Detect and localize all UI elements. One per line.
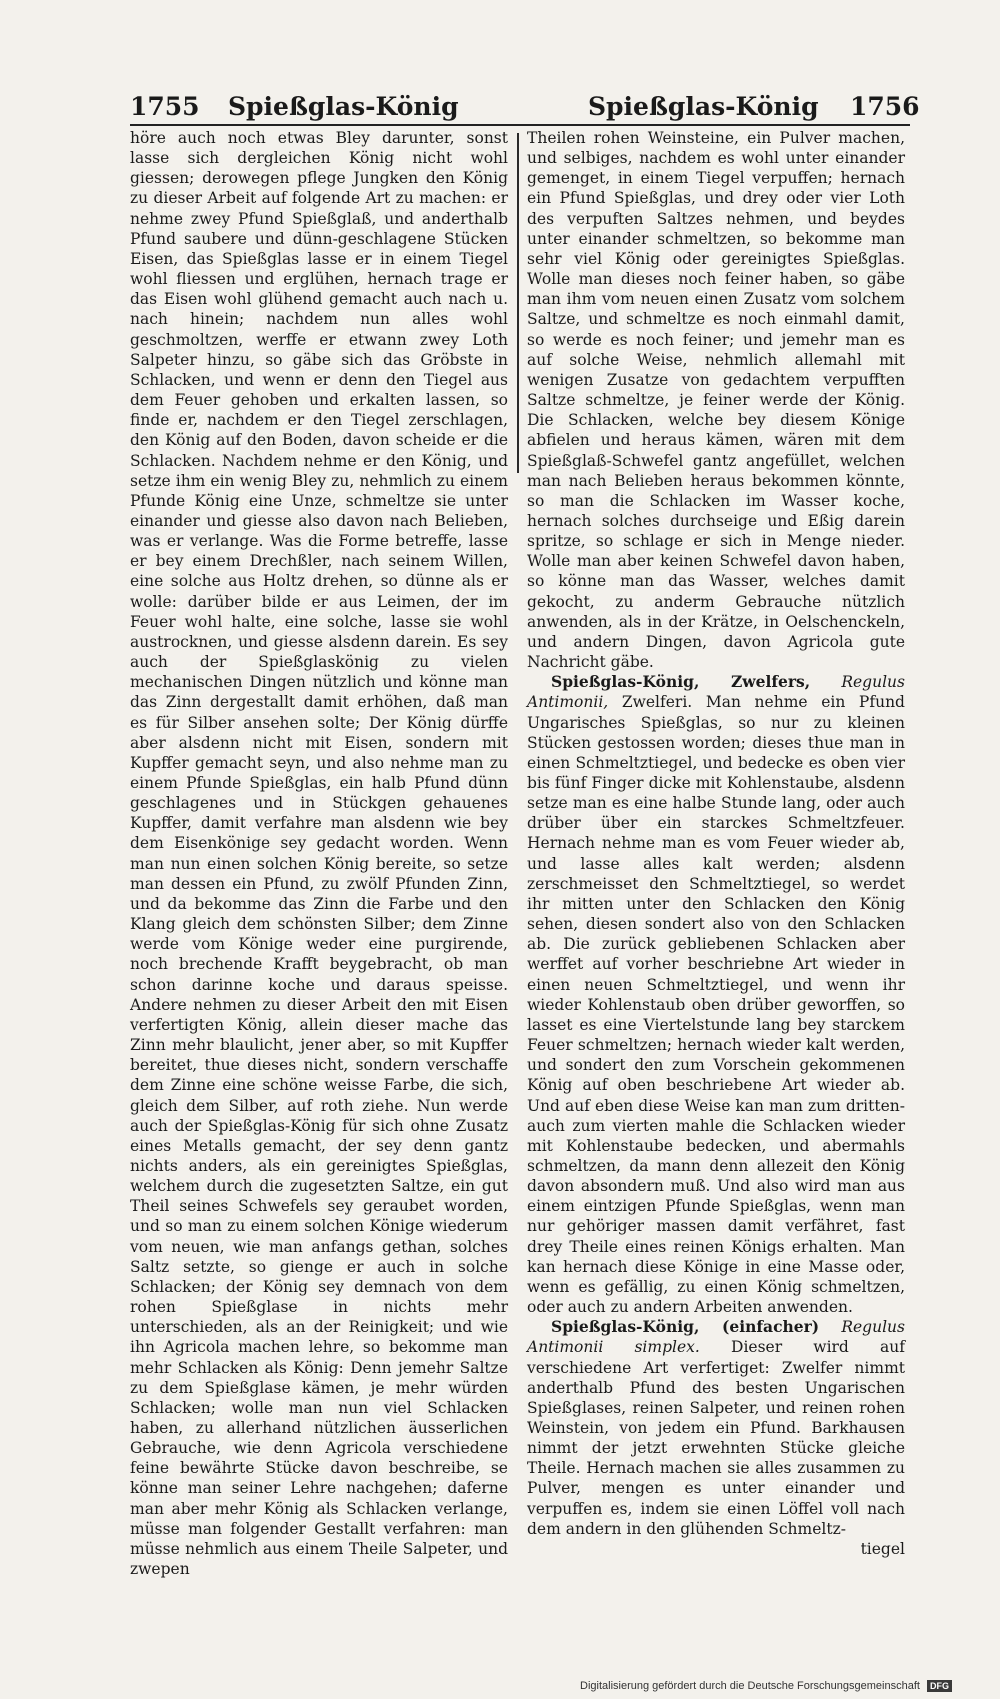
column-divider <box>517 133 519 473</box>
catchword: tiegel <box>860 1539 905 1558</box>
right-para-1: Theilen rohen Weinsteine, ein Pulver machen, und selbiges, nachdem es wohl unter einander gemenget, in einem Tiegel verpuffen; hernach ein Pfund Spießglas, und drey oder vier Loth des verpuften Saltzes nehmen, und beydes unter einander schmeltzen, so bekomme man sehr viel König oder gereinigtes Spießglas. Wolle man dieses noch feiner haben, so gäbe man ihm vom neuen einen Zusatz vom solchem Saltze, und schmeltze es noch einmahl damit, so werde es noch feiner; und jemehr man es auf solche Weise, nehmlich allemahl mit wenigen Zusatze von gedachtem verpufften Saltze schmeltze, je feiner werde der König. Die Schlacken, welche bey diesem Könige abfielen und heraus kämen, wären mit dem Spießglaß-Schwefel gantz angefüllet, welchen man nach Belieben heraus bekommen könnte, so man die Schlacken im Wasser koche, hernach solches durchseige und Eßig darein spritze, so schlage er sich in Menge nieder. Wolle man aber keinen Schwefel davon haben, so könne man das Wasser, welches damit gekocht, zu anderm Gebrauche nützlich anwenden, als in der Krätze, in Oelschenckeln, und andern Dingen, davon Agricola gute Nachricht gäbe. <box>527 129 905 672</box>
entry-zwelfers <box>527 672 905 1317</box>
entry-einfacher-latin: Regulus Antimonii simplex. <box>527 1318 905 1357</box>
entry-einfacher-text: Dieser wird auf verschiedene Art verfertiget: Zwelfer nimmt anderthalb Pfund des besten Ungarischen Spießglases, reinen Salpeter, und reinen rohen Weinstein, von jedem ein Pfund. Barkhausen nimmt der jetzt erwehnten Stücke gleiche Theile. Hernach machen sie alles zusammen zu Pulver, mengen es unter einander und verpuffen es, indem sie einen Löffel voll nach dem andern in den glühenden Schmeltz- <box>527 1338 906 1538</box>
dfg-logo: DFG <box>927 1680 952 1692</box>
footer-text: Digitalisierung gefördert durch die Deutsche Forschungsgemeinschaft <box>580 1680 920 1692</box>
left-running-title: Spießglas-König <box>228 92 459 121</box>
entry-einfacher <box>527 1317 905 1539</box>
entry-zwelfers-head: Spießglas-König, Zwelfers, <box>551 672 811 692</box>
left-column-text: höre auch noch etwas Bley darunter, sonst lasse sich dergleichen König nicht wohl giessen; derowegen pflege Jungken den König zu dieser Arbeit auf folgende Art zu machen: er nehme zwey Pfund Spießglaß, und anderthalb Pfund saubere und dünn-geschlagene Stücken Eisen, das Spießglas lasse er in einem Tiegel wohl fliessen und erglühen, hernach trage er das Eisen wohl glühend gemacht auch nach u. nach hinein; nachdem nun alles wohl geschmoltzen, werffe er etwann zwey Loth Salpeter hinzu, so gäbe sich das Gröbste in Schlacken, und wenn er denn den Tiegel aus dem Feuer gehoben und erkalten lassen, so finde er, nachdem er den Tiegel zerschlagen, den König auf den Boden, davon scheide er die Schlacken. Nachdem nehme er den König, und setze ihm ein wenig Bley zu, nehmlich zu einem Pfunde König eine Unze, schmeltze sie unter einander und giesse also davon nach Belieben, was er verlange. Was die Forme betreffe, lasse er bey einem Drechßler, nach seinem Willen, eine solche aus Holtz drehen, so dünne als er wolle: darüber bilde er aus Leimen, der im Feuer wohl halte, eine solche, lasse sie wohl austrocknen, und giesse alsdenn darein. Es sey auch der Spießglaskönig zu vielen mechanischen Dingen nützlich und könne man das Zinn dergestallt damit erhöhen, daß man es für Silber ansehen solte; Der König dürffe aber alsdenn nicht mit Eisen, sondern mit Kupffer gemacht seyn, und also nehme man zu einem Pfunde Spießglas, ein halb Pfund dünn geschlagenes und in Stückgen gehauenes Kupffer, damit verfahre man alsdenn wie bey dem Eisenkönige sey gedacht worden. Wenn man nun einen solchen König bereite, so setze man dessen ein Pfund, zu zwölf Pfunden Zinn, und da bekomme das Zinn die Farbe und den Klang gleich dem schönsten Silber; dem Zinne werde vom Könige weder eine purgirende, noch brechende Krafft beygebracht, ob man schon darinne koche und daraus speisse. Andere nehmen zu dieser Arbeit den mit Eisen verfertigten König, allein dieser mache das Zinn mehr blaulicht, jener aber, so mit Kupffer bereitet, thue dieses nicht, sondern verschaffe dem Zinne eine schöne weisse Farbe, die sich, gleich dem Silber, auf roth ziehe. Nun werde auch der Spießglas-König für sich ohne Zusatz eines Metalls gemacht, der sey denn gantz nichts anders, als ein gereinigtes Spießglas, welchem durch die zugesetzten Saltze, ein gut Theil seines Schwefels sey geraubet worden, und so man zu einem solchen Könige wiederum vom neuen, wie man anfangs gethan, solches Saltz setzte, so gienge er auch in solche Schlacken; der König sey demnach von dem rohen Spießglase in nichts mehr unterschieden, als an der Reinigkeit; und wie ihn Agricola machen lehre, so bekomme man mehr Schlacken als König: Denn jemehr Saltze zu dem Spießglase kämen, je mehr würden Schlacken; wolle man nun viel Schlacken haben, zu allerhand nützlichen äusserlichen Gebrauche, wie denn Agricola verschiedene feine bewährte Stücke davon beschreibe, se könne man seiner Lehre nachgehen; daferne man aber mehr König als Schlacken verlange, müsse man folgender Gestallt verfahren: man müsse nehmlich aus einem Theile Salpeter, und zwepen <box>130 129 508 1579</box>
entry-zwelfers-latin: Regulus Antimonii, <box>527 673 905 712</box>
right-page-number: 1756 <box>850 92 920 121</box>
digitization-footer <box>580 1680 952 1692</box>
left-page-number: 1755 <box>130 92 200 121</box>
right-running-title: Spießglas-König <box>588 92 819 121</box>
entry-einfacher-head: Spießglas-König, (einfacher) <box>551 1317 820 1337</box>
entry-zwelfers-text: Zwelferi. Man nehme ein Pfund Ungarisches Spießglas, so nur zu kleinen Stücken gestossen worden; dieses thue man in einen Schmeltztiegel, und bedecke es oben vier bis fünf Finger dicke mit Kohlenstaube, alsdenn setze man es eine halbe Stunde lang, oder auch drüber über ein starckes Schmeltzfeuer. Hernach nehme man es vom Feuer wieder ab, und lasse alles kalt werden; alsdenn zerschmeisset den Schmeltztiegel, so werdet ihr mitten unter den Schlacken den König sehen, diesen sondert also von den Schlacken ab. Die zurück gebliebenen Schlacken aber werffet auf vorher beschriebne Art wieder in einen neuen Schmeltztiegel, und wenn ihr wieder Kohlenstaub oben drüber geworffen, so lasset es eine Viertelstunde lang bey starckem Feuer schmeltzen; hernach wieder kalt werden, und sondert den zum Vorschein gekommenen König auf oben beschriebene Art wieder ab. Und auf eben diese Weise kan man zum dritten-auch zum vierten mahle die Schlacken wieder mit Kohlenstaube bedecken, und abermahls schmeltzen, da mann denn allezeit den König davon absondern muß. Und also wird man aus einem eintzigen Pfunde Spießglas, wenn man nur gehöriger massen damit verfähret, fast drey Theile eines reinen Königs erhalten. Man kan hernach diese Könige in eine Masse oder, wenn es gefällig, zu einen König schmeltzen, oder auch zu andern Arbeiten anwenden. <box>527 693 905 1317</box>
left-column <box>130 128 508 1579</box>
header-rule <box>130 124 910 126</box>
right-column <box>527 128 905 1559</box>
